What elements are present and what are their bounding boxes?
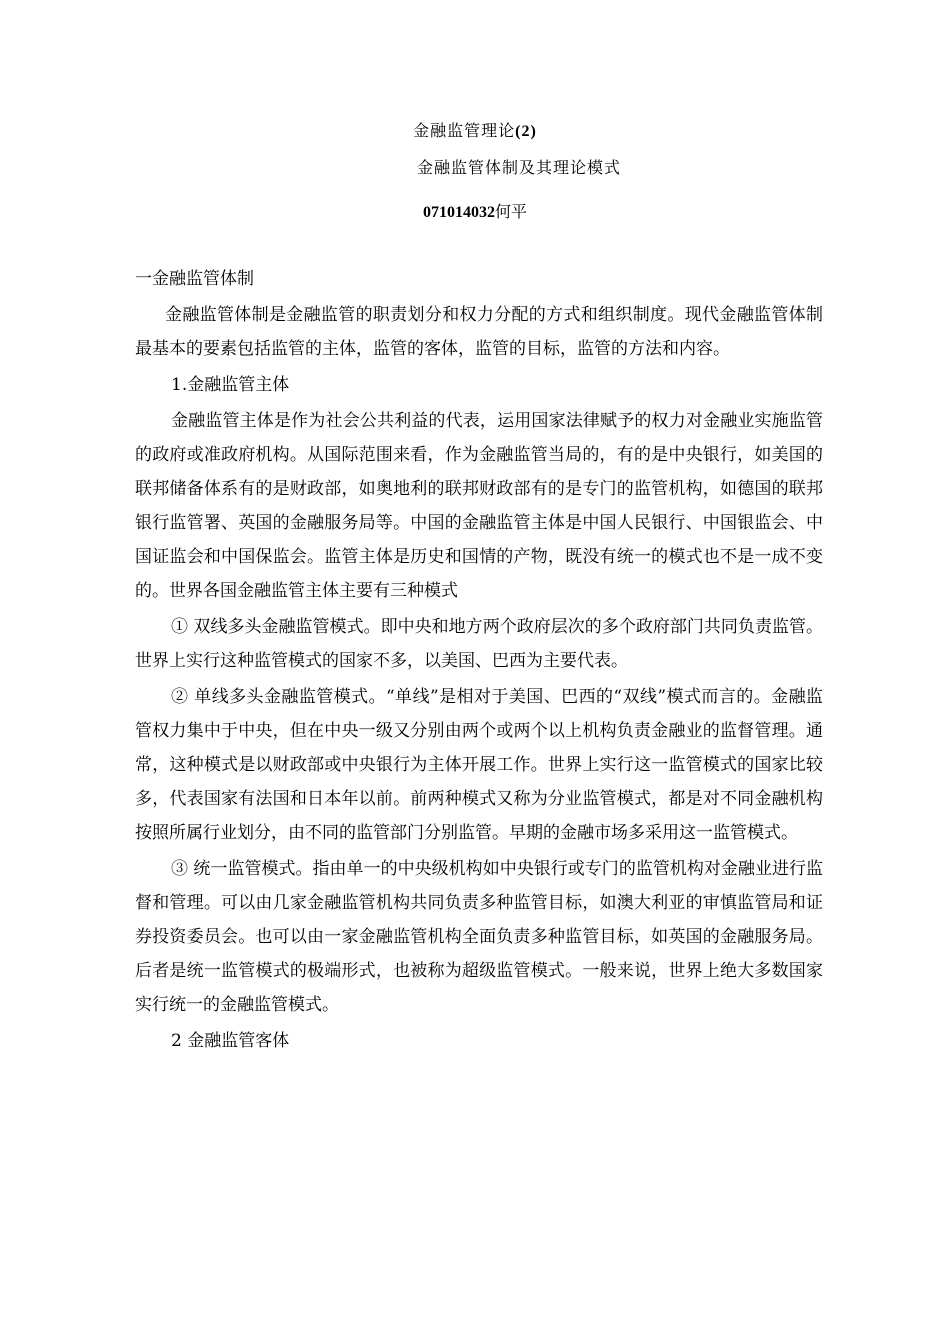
document-subtitle: 金融监管体制及其理论模式 bbox=[416, 158, 621, 177]
document-title bbox=[0, 118, 950, 141]
section-heading: 一金融监管体制 bbox=[135, 269, 254, 289]
paragraph: ① 双线多头金融监管模式。即中央和地方两个政府层次的多个政府部门共同负责监管。世界上实行这种监管模式的国家不多，以美国、巴西为主要代表。 bbox=[135, 617, 823, 671]
document-body bbox=[135, 262, 823, 1058]
paragraph: 金融监管体制是金融监管的职责划分和权力分配的方式和组织制度。现代金融监管体制最基本的要素包括监管的主体，监管的客体，监管的目标，监管的方法和内容。 bbox=[135, 305, 823, 359]
author-line bbox=[0, 199, 950, 222]
subsection-heading: 2 金融监管客体 bbox=[171, 1031, 290, 1051]
document-title-number: (2) bbox=[515, 123, 537, 140]
author-id: 071014032 bbox=[422, 204, 495, 221]
subsection-heading: 1.金融监管主体 bbox=[171, 375, 290, 395]
author-name: 何平 bbox=[494, 202, 527, 221]
paragraph: ③ 统一监管模式。指由单一的中央级机构如中央银行或专门的监管机构对金融业进行监督和管理。可以由几家金融监管机构共同负责多种监管目标，如澳大利亚的审慎监管局和证券投资委员会。也可以由一家金融监管机构全面负责多种监管目标，如英国的金融服务局。后者是统一监管模式的极端形式，也被称为超级监管模式。一般来说，世界上绝大多数国家实行统一的金融监管模式。 bbox=[135, 859, 823, 1015]
paragraph: ② 单线多头金融监管模式。“单线”是相对于美国、巴西的“双线”模式而言的。金融监管权力集中于中央，但在中央一级又分别由两个或两个以上机构负责金融业的监督管理。通常，这种模式是以财政部或中央银行为主体开展工作。世界上实行这一监管模式的国家比较多，代表国家有法国和日本年以前。前两种模式又称为分业监管模式，都是对不同金融机构按照所属行业划分，由不同的监管部门分别监管。早期的金融市场多采用这一监管模式。 bbox=[135, 687, 823, 843]
paragraph: 金融监管主体是作为社会公共利益的代表，运用国家法律赋予的权力对金融业实施监管的政府或准政府机构。从国际范围来看，作为金融监管当局的，有的是中央银行，如美国的联邦储备体系有的是财政部，如奥地利的联邦财政部有的是专门的监管机构，如德国的联邦银行监管署、英国的金融服务局等。中国的金融监管主体是中国人民银行、中国银监会、中国证监会和中国保监会。监管主体是历史和国情的产物，既没有统一的模式也不是一成不变的。世界各国金融监管主体主要有三种模式 bbox=[135, 411, 823, 601]
document-title-text: 金融监管理论 bbox=[413, 121, 516, 140]
